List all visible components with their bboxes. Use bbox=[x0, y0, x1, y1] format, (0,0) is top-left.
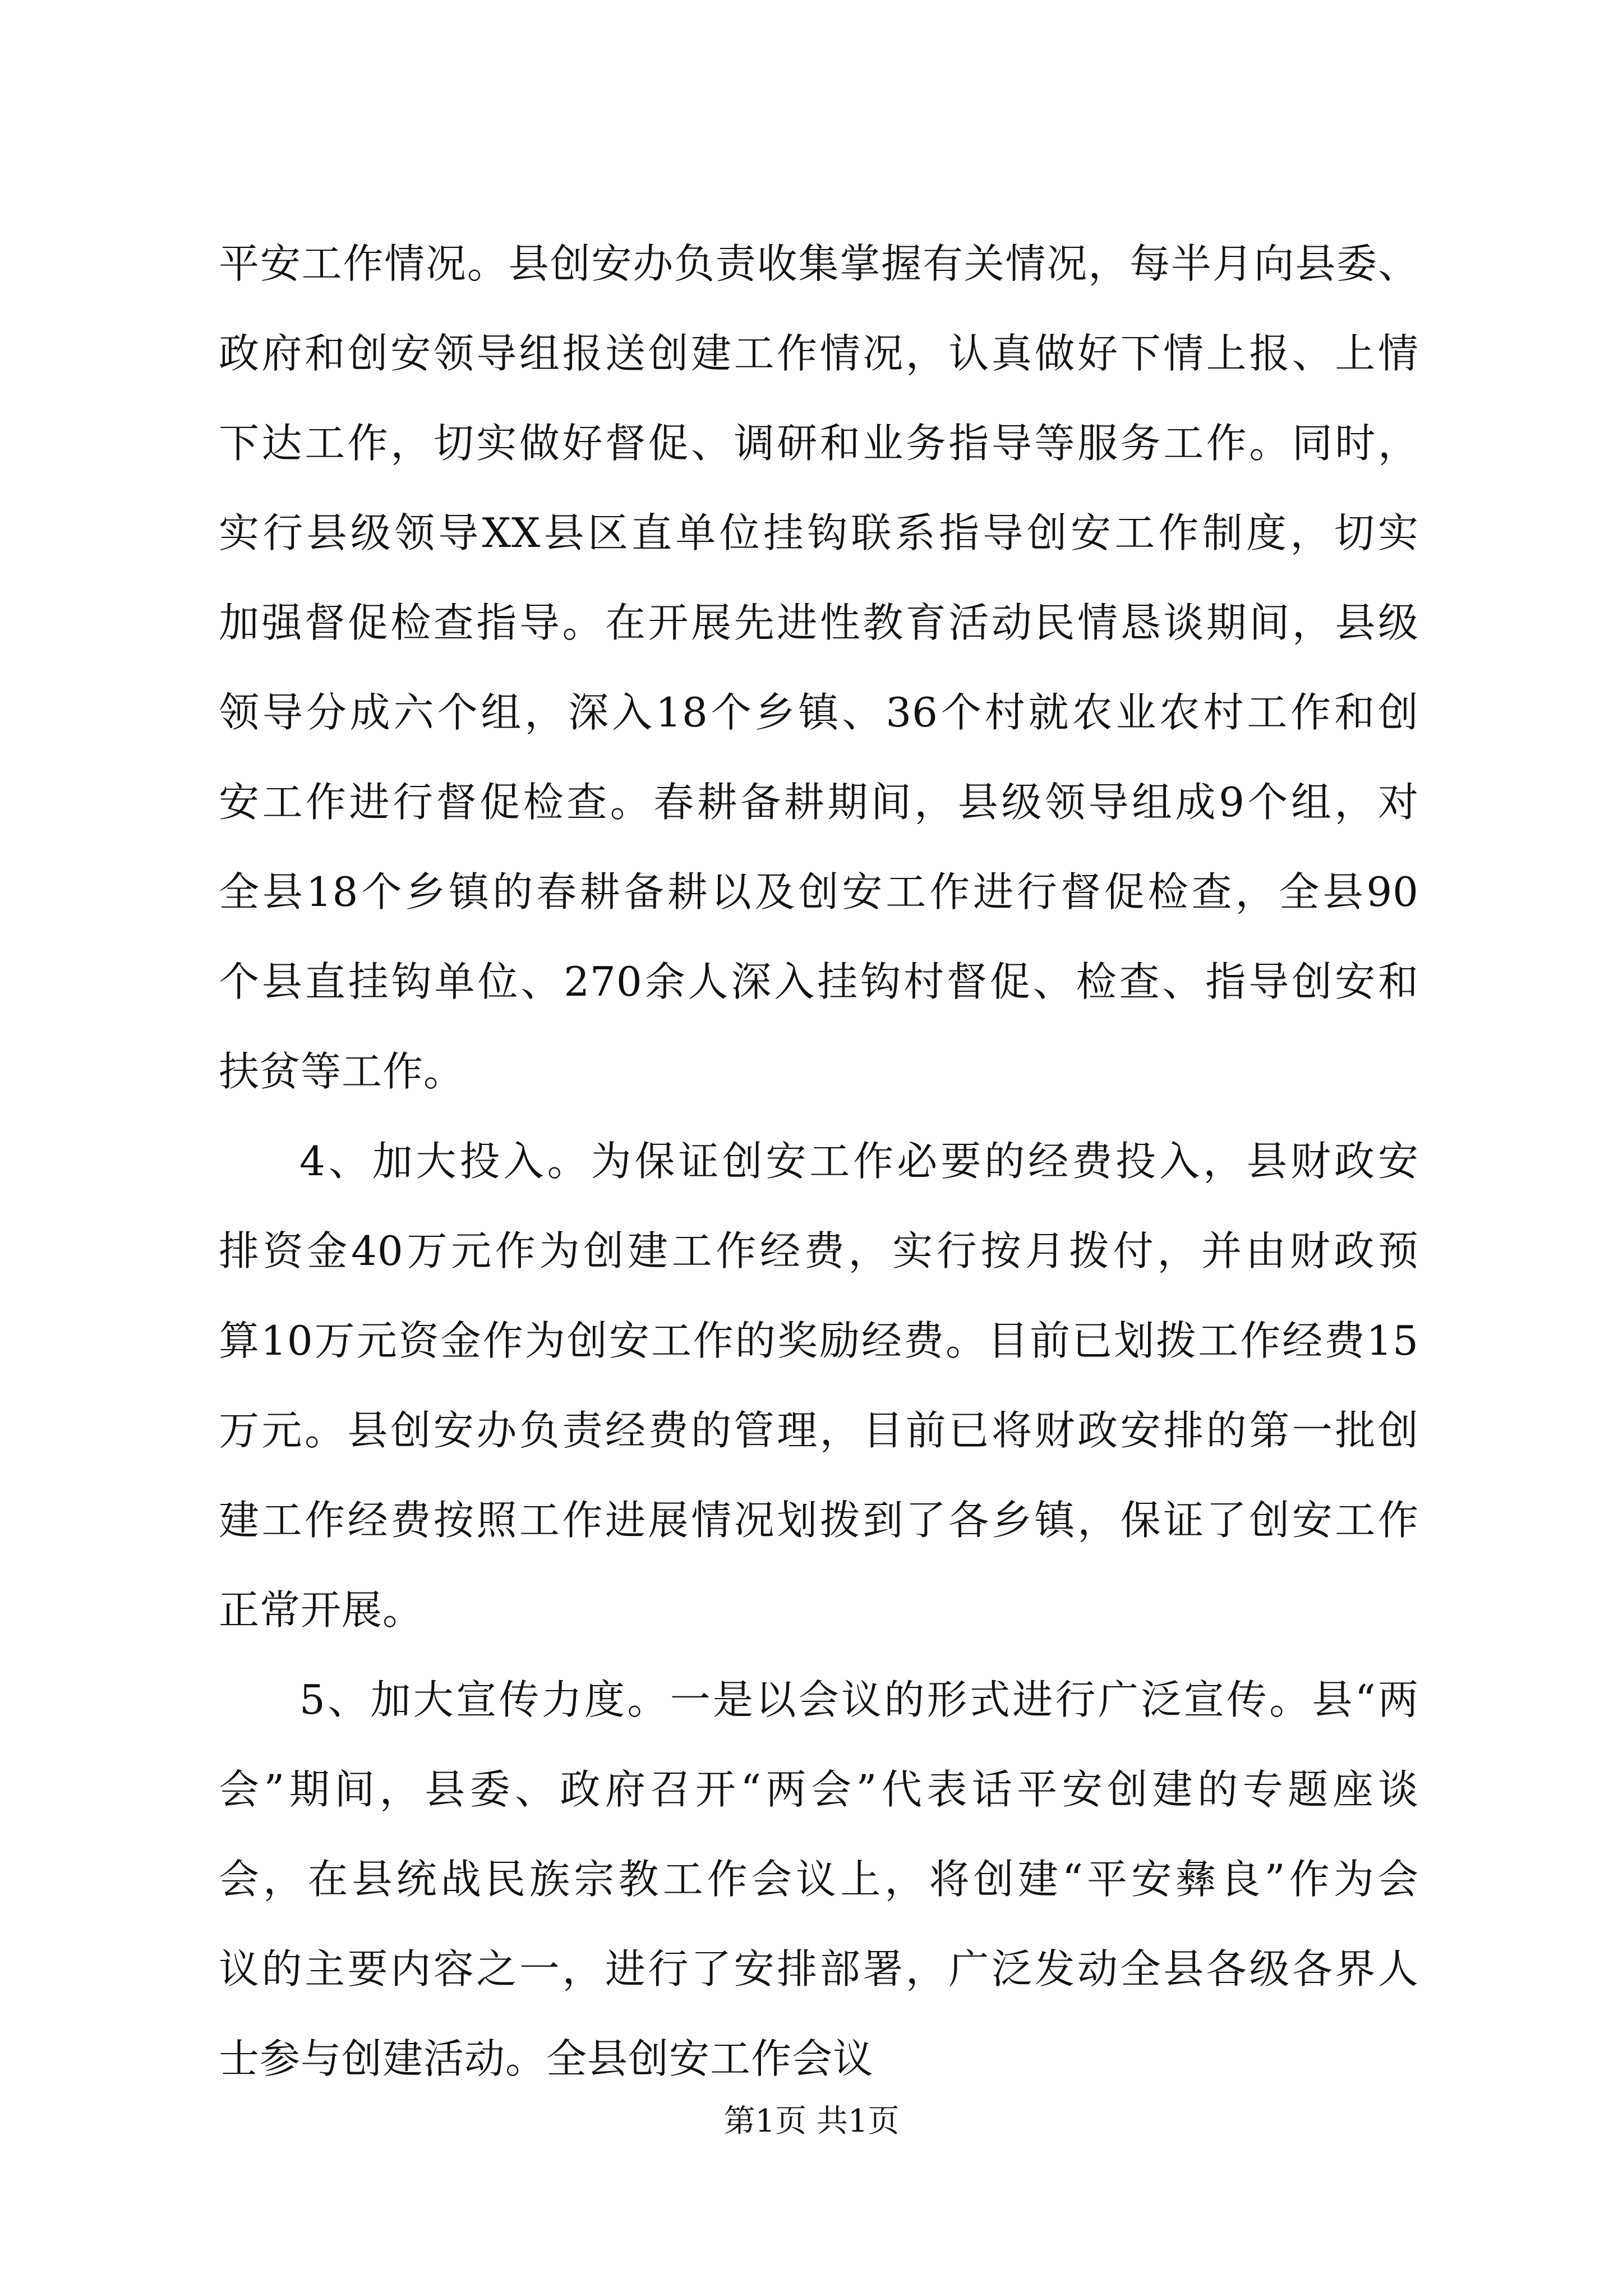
text-line: 下达工作，切实做好督促、调研和业务指导等服务工作。同时， bbox=[219, 420, 1419, 467]
text-line: 会，在县统战民族宗教工作会议上，将创建“平安彝良”作为会 bbox=[219, 1856, 1419, 1903]
text-line: 建工作经费按照工作进展情况划拨到了各乡镇，保证了创安工作 bbox=[219, 1497, 1419, 1544]
paragraph-start-line: 5、加大宣传力度。一是以会议的形式进行广泛宣传。县“两 bbox=[299, 1676, 1419, 1723]
text-line: 安工作进行督促检查。春耕备耕期间，县级领导组成9个组，对 bbox=[219, 779, 1419, 826]
text-line: 万元。县创安办负责经费的管理，目前已将财政安排的第一批创 bbox=[219, 1407, 1419, 1454]
text-line: 个县直挂钩单位、270余人深入挂钩村督促、检查、指导创安和 bbox=[219, 958, 1419, 1005]
text-line: 士参与创建活动。全县创安工作会议 bbox=[219, 2035, 874, 2082]
page-number-footer: 第1页 共1页 bbox=[723, 2103, 900, 2139]
text-line: 政府和创安领导组报送创建工作情况，认真做好下情上报、上情 bbox=[219, 330, 1419, 377]
text-line: 实行县级领导XX县区直单位挂钩联系指导创安工作制度，切实 bbox=[219, 509, 1419, 556]
text-line: 扶贫等工作。 bbox=[219, 1048, 465, 1095]
paragraph-start-line: 4、加大投入。为保证创安工作必要的经费投入，县财政安 bbox=[299, 1138, 1419, 1185]
text-line: 正常开展。 bbox=[219, 1586, 424, 1634]
document-body bbox=[219, 219, 1419, 2104]
text-line: 排资金40万元作为创建工作经费，实行按月拨付，并由财政预 bbox=[219, 1227, 1419, 1274]
text-line: 算10万元资金作为创安工作的奖励经费。目前已划拨工作经费15 bbox=[219, 1317, 1419, 1364]
text-line: 全县18个乡镇的春耕备耕以及创安工作进行督促检查，全县90 bbox=[219, 868, 1419, 915]
text-line: 议的主要内容之一，进行了安排部署，广泛发动全县各级各界人 bbox=[219, 1945, 1419, 1993]
text-line: 平安工作情况。县创安办负责收集掌握有关情况，每半月向县委、 bbox=[219, 240, 1419, 287]
text-line: 领导分成六个组，深入18个乡镇、36个村就农业农村工作和创 bbox=[219, 689, 1419, 736]
text-line: 会”期间，县委、政府召开“两会”代表话平安创建的专题座谈 bbox=[219, 1766, 1419, 1813]
text-line: 加强督促检查指导。在开展先进性教育活动民情恳谈期间，县级 bbox=[219, 599, 1419, 646]
